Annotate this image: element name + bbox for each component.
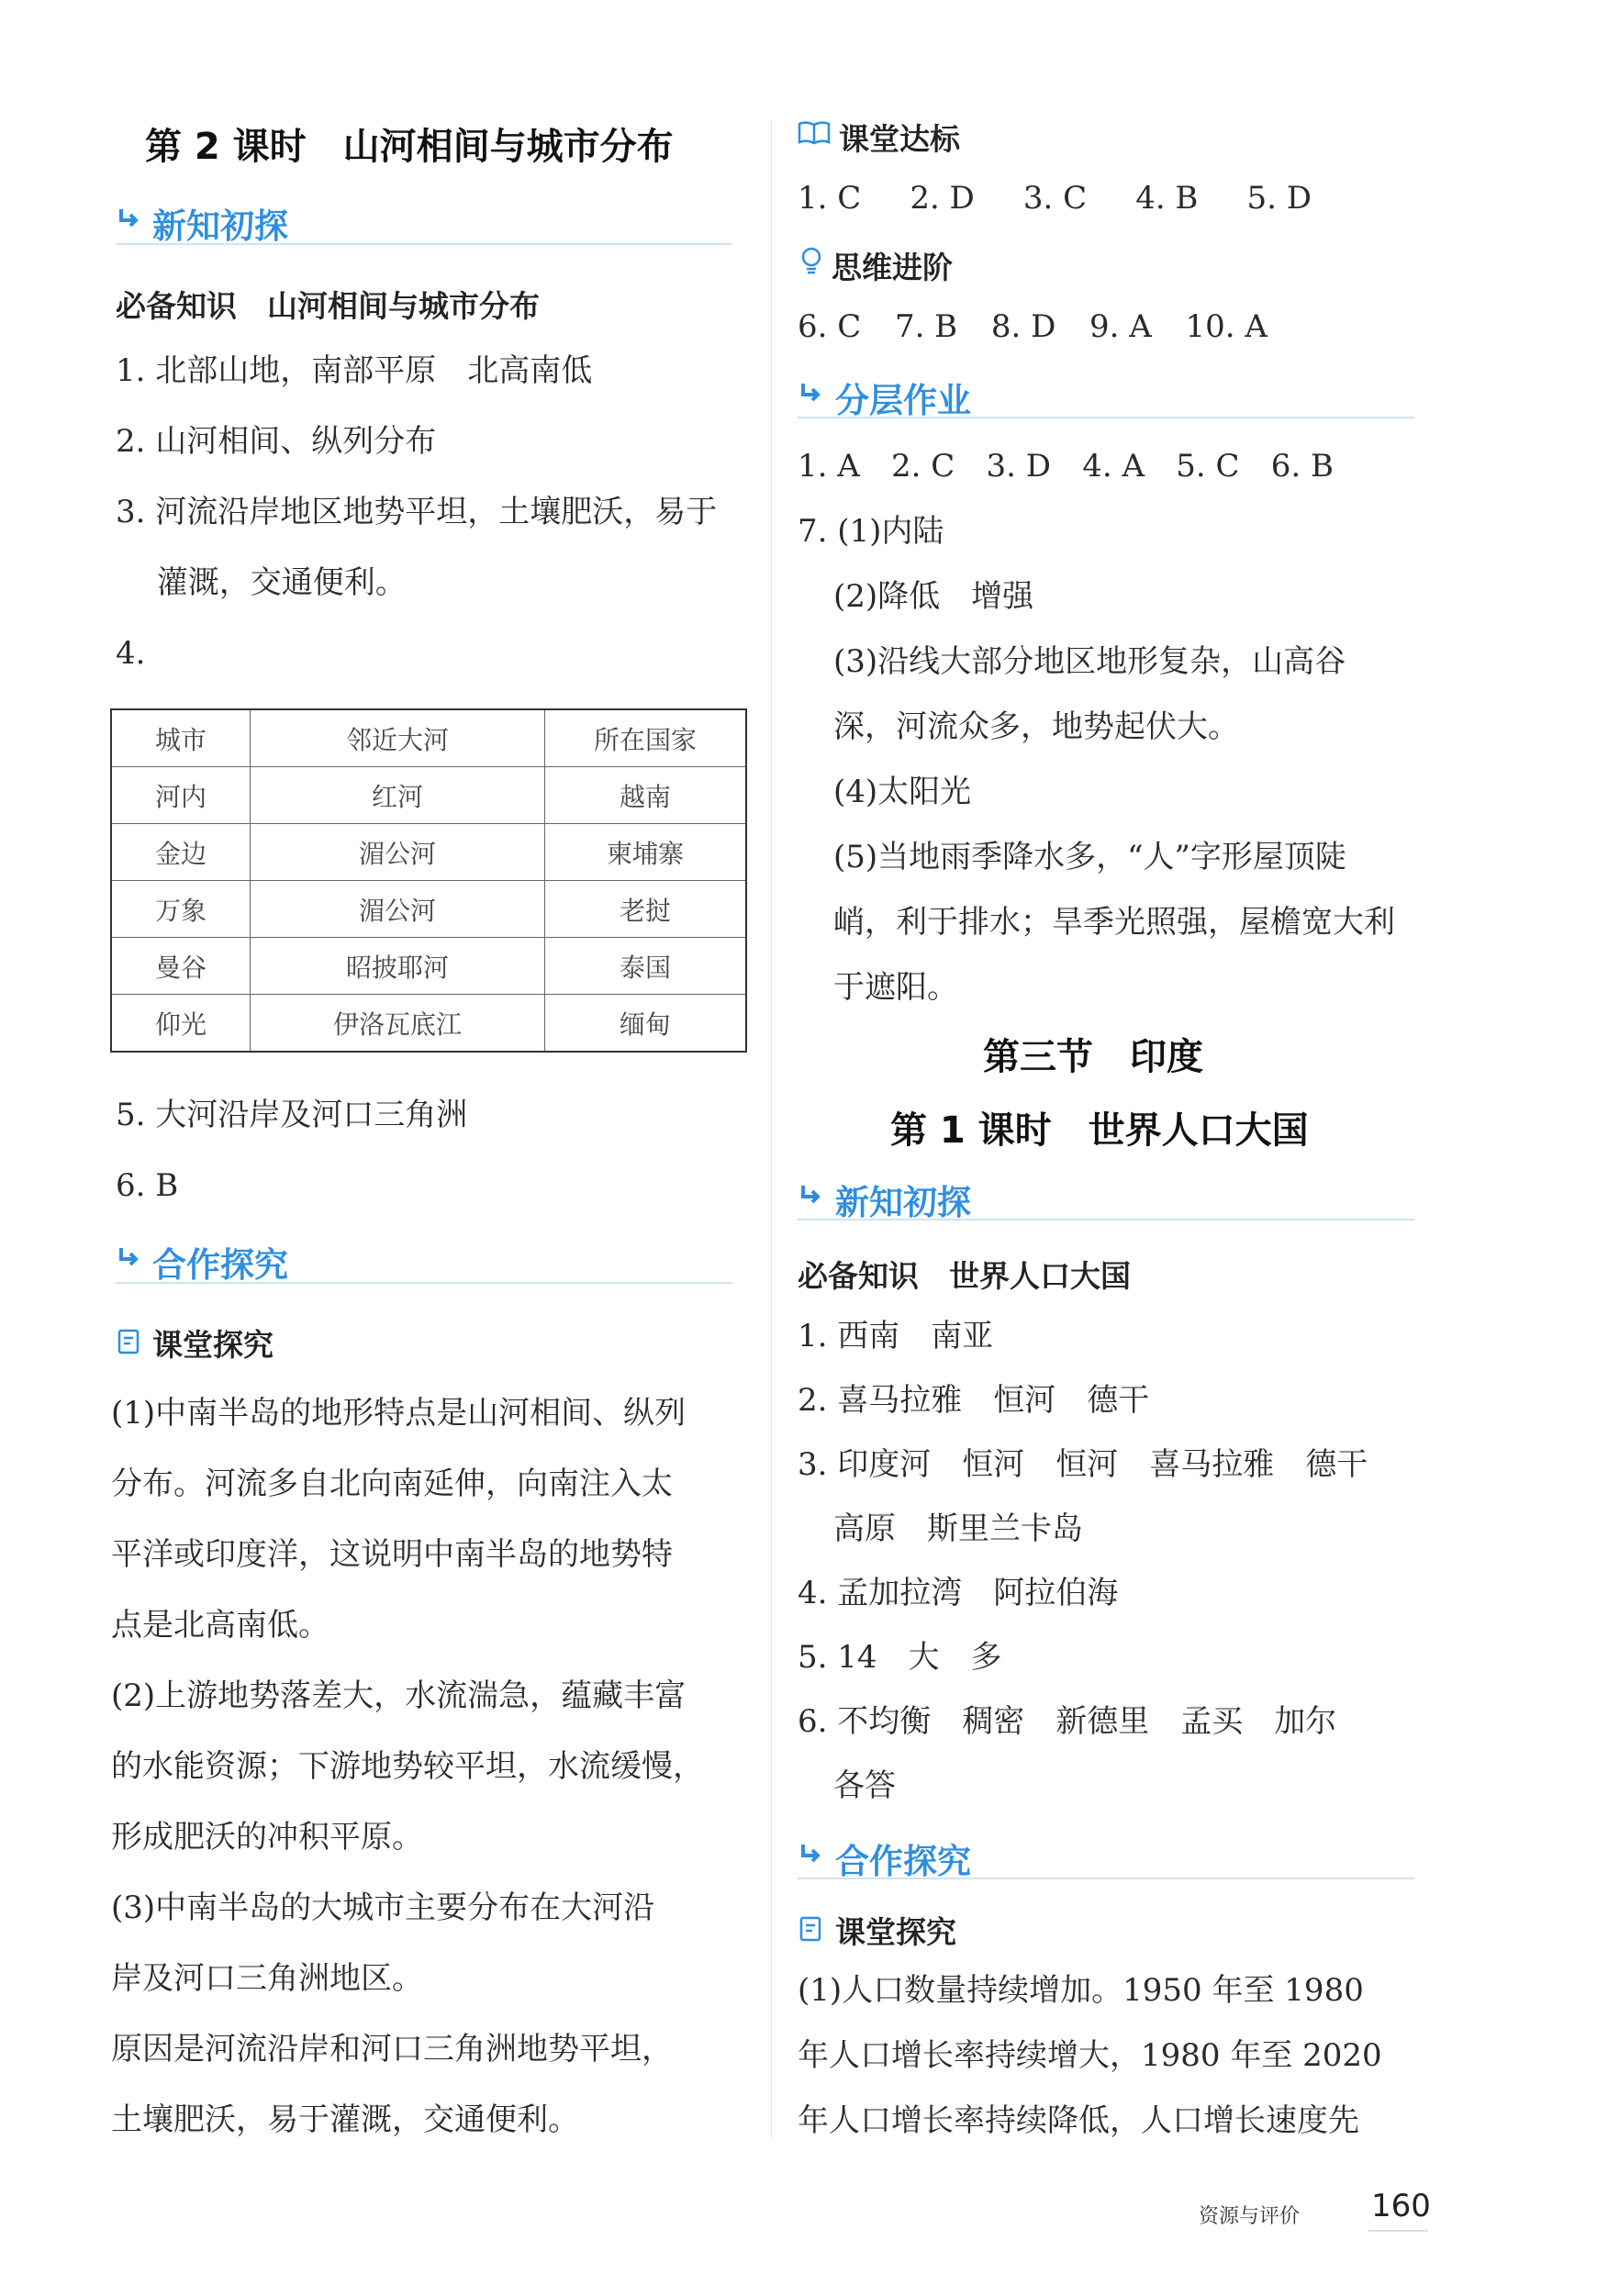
table-cell: 伊洛瓦底江 — [251, 995, 545, 1053]
list-item: 4. — [116, 635, 146, 672]
section-heading-cooperation: 合作探究 — [152, 1245, 288, 1285]
answer: 1. C — [798, 180, 862, 217]
lightbulb-icon — [798, 246, 825, 275]
answer: 6. B — [1270, 448, 1334, 485]
paragraph-line: 分布。河流多自北向南延伸，向南注入太 — [111, 1466, 673, 1502]
paragraph-line: 土壤肥沃，易于灌溉，交通便利。 — [111, 2101, 579, 2138]
lesson-title: 第 1 课时 世界人口大国 — [890, 1109, 1309, 1152]
answer: 10. A — [1185, 308, 1268, 345]
section-rule — [798, 417, 1414, 418]
city-river-table — [110, 708, 747, 1053]
paragraph-line: (1)中南半岛的地形特点是山河相间、纵列 — [111, 1395, 687, 1432]
table-header: 城市 — [111, 709, 251, 767]
table-row — [111, 824, 746, 881]
table-row — [111, 767, 746, 824]
section-rule — [798, 1878, 1414, 1879]
paragraph-line: (1)人口数量持续增加。1950 年至 1980 — [798, 1972, 1364, 2009]
answer-line: (4)太阳光 — [833, 774, 972, 810]
paragraph-line: 形成肥沃的冲积平原。 — [111, 1819, 423, 1856]
table-cell: 缅甸 — [545, 995, 747, 1053]
list-item: 2. 喜马拉雅 恒河 德干 — [798, 1382, 1150, 1419]
paragraph-line: 点是北高南低。 — [111, 1607, 329, 1644]
section-heading-new-knowledge: 新知初探 — [152, 206, 288, 246]
must-know-heading: 必备知识 山河相间与城市分布 — [116, 288, 540, 324]
paragraph-line: (2)上游地势落差大，水流湍急，蕴藏丰富 — [111, 1677, 687, 1714]
answer: 6. C — [798, 308, 862, 345]
table-cell: 老挝 — [545, 881, 747, 938]
answer-line: 峭，利于排水；旱季光照强，屋檐宽大利 — [833, 904, 1395, 941]
section-arrow-icon — [798, 378, 825, 406]
paragraph-line: 原因是河流沿岸和河口三角洲地势平坦， — [111, 2031, 673, 2068]
column-divider — [771, 119, 772, 2138]
section-arrow-icon — [798, 1839, 825, 1867]
table-row — [111, 995, 746, 1053]
list-item: 3. 印度河 恒河 恒河 喜马拉雅 德干 — [798, 1446, 1368, 1483]
section-heading-cooperation: 合作探究 — [835, 1842, 971, 1881]
class-target-heading: 课堂达标 — [839, 121, 960, 157]
answer-row — [798, 180, 1312, 217]
table-cell: 越南 — [545, 767, 747, 824]
answer: 1. A — [798, 448, 860, 485]
list-item: 4. 孟加拉湾 阿拉伯海 — [798, 1575, 1119, 1611]
answer-line: (3)沿线大部分地区地形复杂，山高谷 — [833, 643, 1346, 680]
list-item: 灌溉，交通便利。 — [116, 564, 407, 601]
answer-row — [798, 308, 1268, 345]
paragraph-line: (3)中南半岛的大城市主要分布在大河沿 — [111, 1889, 655, 1926]
table-cell: 昭披耶河 — [251, 938, 545, 995]
paragraph-line: 平洋或印度洋，这说明中南半岛的地势特 — [111, 1536, 673, 1573]
answer-line: 7. (1)内陆 — [798, 513, 944, 550]
answer-line: 深，河流众多，地势起伏大。 — [833, 708, 1239, 745]
chapter-title: 第三节 印度 — [983, 1036, 1203, 1078]
table-cell: 河内 — [111, 767, 251, 824]
list-item: 1. 西南 南亚 — [798, 1318, 994, 1354]
section-rule — [116, 243, 732, 245]
answer: 7. B — [894, 308, 958, 345]
thinking-heading: 思维进阶 — [832, 250, 953, 285]
answer: 3. D — [986, 448, 1052, 485]
page-number-rule — [1368, 2230, 1428, 2232]
list-item: 3. 河流沿岸地区地势平坦，土壤肥沃，易于 — [116, 494, 718, 530]
answer-line: (2)降低 增强 — [833, 578, 1034, 615]
footer-label: 资源与评价 — [1199, 2205, 1301, 2228]
paragraph-line: 的水能资源；下游地势较平坦，水流缓慢， — [111, 1748, 704, 1785]
answer: 3. C — [1022, 180, 1088, 217]
list-item: 高原 斯里兰卡岛 — [833, 1510, 1083, 1547]
table-header-row — [111, 709, 746, 767]
table-cell: 红河 — [251, 767, 545, 824]
answer: 5. C — [1176, 448, 1240, 485]
notebook-icon — [116, 1328, 143, 1355]
section-heading-new-knowledge: 新知初探 — [835, 1183, 971, 1222]
list-item: 5. 大河沿岸及河口三角洲 — [116, 1097, 468, 1133]
table-row — [111, 938, 746, 995]
class-explore-heading: 课堂探究 — [152, 1327, 274, 1363]
answer-line: 于遮阳。 — [833, 969, 958, 1006]
answer: 5. D — [1246, 180, 1312, 217]
notebook-icon — [798, 1915, 825, 1943]
paragraph-line: 年人口增长率持续增大，1980 年至 2020 — [798, 2037, 1382, 2074]
list-item: 6. B — [116, 1167, 179, 1204]
table-cell: 柬埔寨 — [545, 824, 747, 881]
table-cell: 曼谷 — [111, 938, 251, 995]
list-item: 各答 — [833, 1767, 896, 1804]
answer: 4. B — [1135, 180, 1199, 217]
answer: 2. C — [891, 448, 955, 485]
list-item: 2. 山河相间、纵列分布 — [116, 423, 437, 460]
paragraph-line: 年人口增长率持续降低，人口增长速度先 — [798, 2102, 1359, 2139]
section-heading-layered-homework: 分层作业 — [835, 381, 971, 420]
table-cell: 仰光 — [111, 995, 251, 1053]
lesson-title: 第 2 课时 山河相间与城市分布 — [145, 126, 674, 168]
table-cell: 湄公河 — [251, 824, 545, 881]
list-item: 1. 北部山地，南部平原 北高南低 — [116, 352, 593, 389]
table-cell: 万象 — [111, 881, 251, 938]
section-arrow-icon — [798, 1180, 825, 1208]
section-rule — [116, 1282, 732, 1284]
class-explore-heading: 课堂探究 — [835, 1914, 956, 1950]
answer-row — [798, 448, 1334, 485]
answer: 4. A — [1082, 448, 1145, 485]
answer-line: (5)当地雨季降水多，“人”字形屋顶陡 — [833, 839, 1346, 875]
paragraph-line: 岸及河口三角洲地区。 — [111, 1960, 423, 1997]
answer: 2. D — [910, 180, 975, 217]
section-rule — [798, 1219, 1414, 1220]
table-cell: 湄公河 — [251, 881, 545, 938]
list-item: 6. 不均衡 稠密 新德里 孟买 加尔 — [798, 1703, 1337, 1740]
table-row — [111, 881, 746, 938]
must-know-heading: 必备知识 世界人口大国 — [798, 1258, 1131, 1294]
table-header: 所在国家 — [545, 709, 747, 767]
table-cell: 金边 — [111, 824, 251, 881]
page-number: 160 — [1371, 2188, 1431, 2224]
answer: 9. A — [1089, 308, 1152, 345]
section-arrow-icon — [116, 1243, 143, 1270]
list-item: 5. 14 大 多 — [798, 1639, 1002, 1676]
answer: 8. D — [990, 308, 1056, 345]
table-cell: 泰国 — [545, 938, 747, 995]
open-book-icon — [798, 119, 831, 147]
section-arrow-icon — [116, 204, 143, 231]
table-header: 邻近大河 — [251, 709, 545, 767]
